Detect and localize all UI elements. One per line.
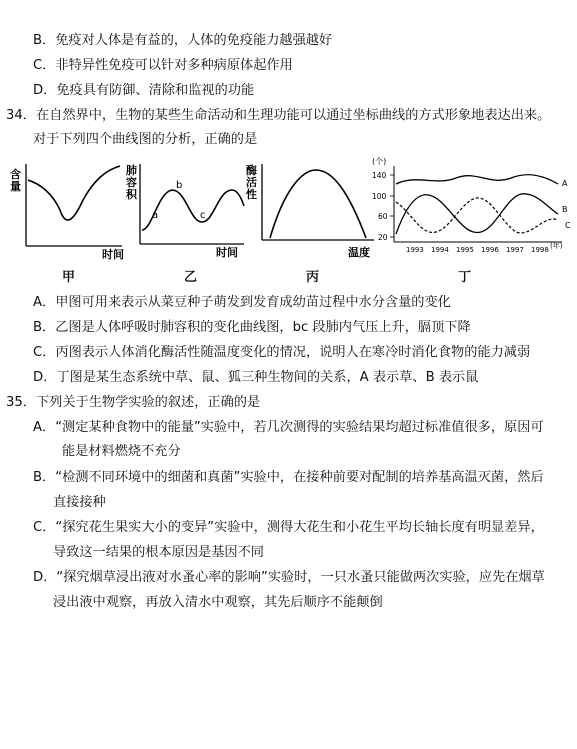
jia-ylabel-1: 含 [10,168,21,181]
q34-stem-line2: 对于下列四个曲线图的分析，正确的是 [33,132,258,147]
q35-option-c-line1: C．“探究花生果实大小的变异”实验中，测得大花生和小花生平均长轴长度有明显差异， [33,520,544,535]
ding-xtick-1995: 1995 [456,246,474,254]
ding-series-a: A [562,179,568,188]
yi-point-c: c [200,210,206,221]
bing-ylabel-3: 性 [246,188,257,201]
bing-xlabel: 温度 [348,246,370,259]
bing-ylabel-2: 活 [246,176,257,189]
yi-point-b: b [176,180,183,191]
q34-option-d: D．丁图是某生态系统中草、鼠、狐三种生物间的关系，A 表示草、B 表示鼠 [33,370,479,385]
ding-series-b: B [562,205,568,214]
q35-option-d-line1: D．“探究烟草浸出液对水蚤心率的影响”实验时，一只水蚤只能做两次实验，应先在烟草 [33,570,545,585]
ding-curve-a [396,175,558,184]
figure-ding [366,152,574,262]
q35-option-c-line2: 导致这一结果的根本原因是基因不同 [53,545,264,560]
ding-xtick-1998: 1998 [531,246,549,254]
yi-ylabel-1: 肺 [126,164,137,177]
q34-option-c: C．丙图表示人体消化酶活性随温度变化的情况，说明人在寒冷时消化食物的能力减弱 [33,345,531,360]
q35-option-b-line2: 直接接种 [53,495,106,510]
q35-option-a-line1: A．“测定某种食物中的能量”实验中，若几次测得的实验结果均超过标准值很多，原因可 [33,420,544,435]
ding-ytick-140: 140 [372,171,387,180]
ding-xtick-1993: 1993 [406,246,424,254]
ding-xtick-1997: 1997 [506,246,524,254]
q33-option-d: D．免疫具有防御、清除和监视的功能 [33,83,255,98]
q33-option-c: C．非特异性免疫可以针对多种病原体起作用 [33,58,293,73]
ding-curve-c [396,198,558,233]
bing-ylabel-1: 酶 [246,164,257,177]
yi-xlabel: 时间 [216,246,238,259]
jia-xlabel: 时间 [102,248,124,260]
figure-ding-caption: 丁 [458,270,472,285]
figure-bing-caption: 丙 [306,270,320,285]
q35-option-a-line2: 能是材料燃烧不充分 [62,444,181,459]
q35-stem: 35．下列关于生物学实验的叙述，正确的是 [6,395,261,410]
ding-ytick-100: 100 [372,192,387,201]
ding-curve-b [396,194,558,234]
yi-point-a: a [152,210,159,221]
ding-xtick-1994: 1994 [431,246,449,254]
q34-option-a: A．甲图可用来表示从菜豆种子萌发到发育成幼苗过程中水分含量的变化 [33,295,451,310]
ding-ytick-20: 20 [378,233,388,242]
figure-jia-caption: 甲 [62,270,76,285]
q34-option-b: B．乙图是人体呼吸时肺容积的变化曲线图，bc 段肺内气压上升，膈顶下降 [33,320,471,335]
figure-yi [124,160,248,260]
yi-ylabel-3: 积 [126,188,137,201]
q35-option-b-line1: B．“检测不同环境中的细菌和真菌”实验中，在接种前要对配制的培养基高温灭菌，然后 [33,470,544,485]
q33-option-b: B．免疫对人体是有益的，人体的免疫能力越强越好 [33,33,333,48]
yi-ylabel-2: 容 [126,176,137,189]
q35-option-d-line2: 浸出液中观察，再放入清水中观察，其先后顺序不能颠倒 [53,595,383,610]
figure-yi-caption: 乙 [184,270,198,285]
ding-series-c: C [565,221,571,230]
figure-jia [8,160,128,260]
figure-bing [244,160,378,260]
ding-yunit: (个) [372,157,387,166]
jia-ylabel-2: 量 [10,180,21,193]
ding-xtick-1996: 1996 [481,246,499,254]
ding-xunit: (年) [550,242,563,250]
q34-stem-line1: 34．在自然界中，生物的某些生命活动和生理功能可以通过坐标曲线的方式形象地表达出来。 [6,108,551,123]
ding-ytick-60: 60 [378,212,388,221]
